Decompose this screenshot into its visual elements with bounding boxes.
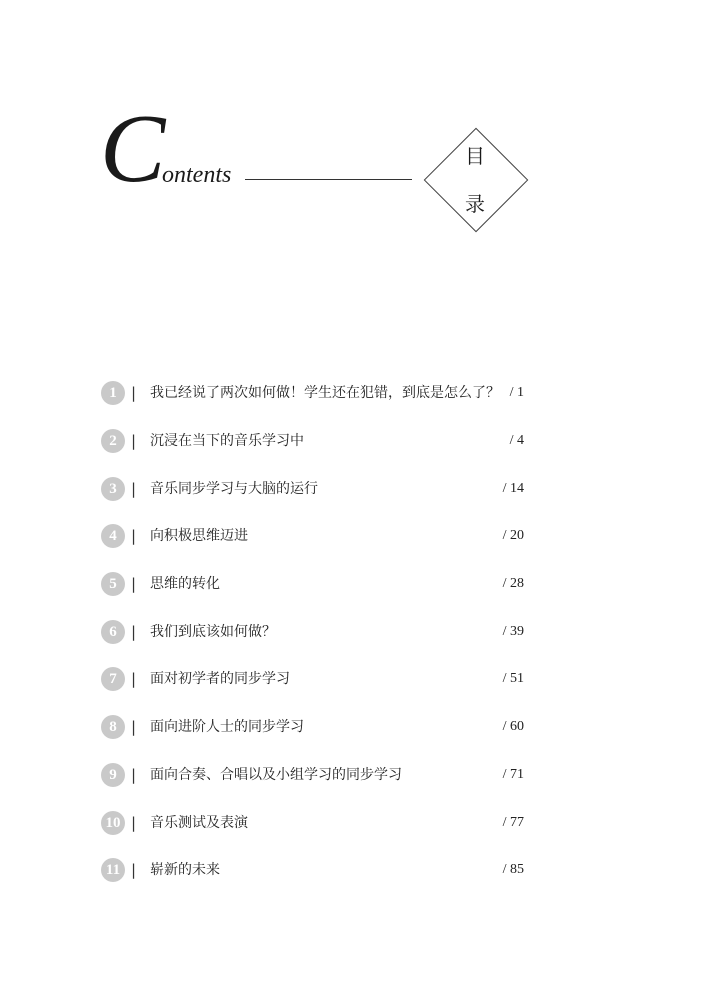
chapter-title: 我已经说了两次如何做！学生还在犯错，到底是怎么了？ (150, 385, 500, 401)
chinese-title-char-2: 录 (465, 192, 485, 216)
chapter-number-badge: 6 (101, 620, 125, 644)
separator: | (131, 575, 137, 593)
separator: | (131, 670, 137, 688)
chapter-number-badge: 7 (101, 667, 125, 691)
page-number: / 20 (502, 528, 524, 543)
chapter-number-badge: 2 (101, 429, 125, 453)
chapter-number-badge: 11 (101, 858, 125, 882)
header-rule-line (245, 179, 412, 180)
separator: | (131, 623, 137, 641)
toc-entry[interactable] (100, 810, 530, 836)
separator: | (131, 480, 137, 498)
chapter-title: 思维的转化 (150, 576, 220, 592)
toc-entry[interactable] (100, 428, 530, 454)
chapter-title: 面对初学者的同步学习 (150, 671, 290, 687)
chapter-number-badge: 9 (101, 763, 125, 787)
chapter-title: 音乐测试及表演 (150, 815, 248, 831)
chapter-title: 崭新的未来 (150, 862, 220, 878)
separator: | (131, 527, 137, 545)
toc-entry[interactable] (100, 571, 530, 597)
contents-initial-letter: C (100, 95, 166, 203)
page-number: / 1 (509, 385, 524, 400)
separator: | (131, 384, 137, 402)
chapter-number-badge: 3 (101, 477, 125, 501)
toc-entry[interactable] (100, 380, 530, 406)
toc-entry[interactable] (100, 523, 530, 549)
chapter-number-badge: 4 (101, 524, 125, 548)
page-number: / 51 (502, 671, 524, 686)
toc-entry[interactable] (100, 857, 530, 883)
page-number: / 71 (502, 767, 524, 782)
chinese-title (455, 143, 495, 239)
separator: | (131, 861, 137, 879)
chinese-title-char-1: 目 (465, 144, 485, 168)
chapter-title: 向积极思维迈进 (150, 528, 248, 544)
contents-word-rest: ontents (162, 162, 232, 188)
page-number: / 85 (502, 862, 524, 877)
chapter-title: 面向进阶人士的同步学习 (150, 719, 304, 735)
page-number: / 4 (509, 433, 524, 448)
page-number: / 28 (502, 576, 524, 591)
chapter-number-badge: 10 (101, 811, 125, 835)
chapter-number-badge: 5 (101, 572, 125, 596)
chapter-title: 沉浸在当下的音乐学习中 (150, 433, 304, 449)
toc-entry[interactable] (100, 476, 530, 502)
toc-entry[interactable] (100, 619, 530, 645)
contents-header (0, 0, 715, 300)
chapter-number-badge: 1 (101, 381, 125, 405)
separator: | (131, 814, 137, 832)
separator: | (131, 766, 137, 784)
toc-entry[interactable] (100, 762, 530, 788)
separator: | (131, 718, 137, 736)
page-number: / 60 (502, 719, 524, 734)
toc-entry[interactable] (100, 714, 530, 740)
separator: | (131, 432, 137, 450)
chapter-title: 音乐同步学习与大脑的运行 (150, 481, 318, 497)
chapter-title: 面向合奏、合唱以及小组学习的同步学习 (150, 767, 402, 783)
chapter-number-badge: 8 (101, 715, 125, 739)
toc-entry[interactable] (100, 666, 530, 692)
page-number: / 77 (502, 815, 524, 830)
page-number: / 14 (502, 481, 524, 496)
chapter-title: 我们到底该如何做？ (150, 624, 276, 640)
page-number: / 39 (502, 624, 524, 639)
